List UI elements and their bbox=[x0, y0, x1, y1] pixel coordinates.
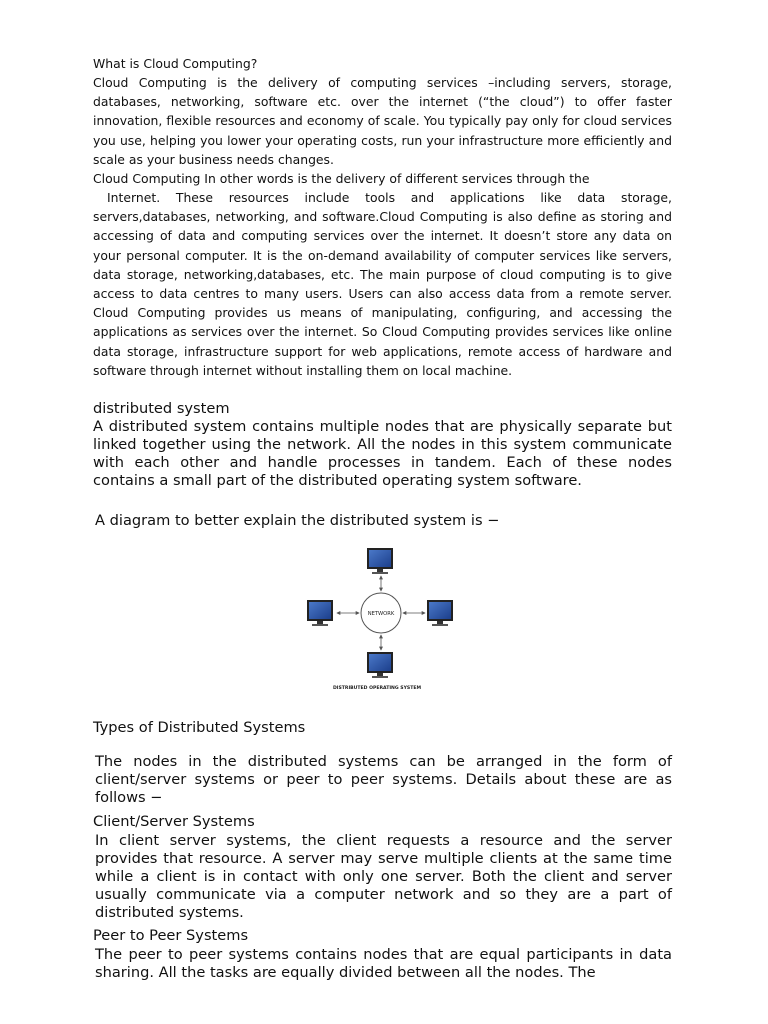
cloud-paragraph-2 bbox=[93, 188, 672, 380]
cloud-heading: What is Cloud Computing? bbox=[93, 56, 258, 71]
types-paragraph: The nodes in the distributed systems can be arranged in the form of client/server systems or peer to peer systems. Details about these are as follows − bbox=[95, 753, 672, 806]
cloud-paragraph-1: Cloud Computing is the delivery of computing services –including servers, storage, databases, networking, software etc. over the internet (“the cloud”) to offer faster innovation, flexible resources and economy of scale. You typically pay only for cloud services you use, helping you lower your operating costs, run your infrastructure more efficiently and scale as your business needs changes. bbox=[93, 75, 672, 167]
cloud-paragraph-2-body: Internet. These resources include tools and applications like data storage, servers,databases, networking, and software.Cloud Computing is also define as storing and accessing of data and computing services over the internet. It doesn’t store any data on your personal computer. It is the on-demand availability of computer services like servers, data storage, networking,databases, etc. The main purpose of cloud computing is to give access to data centres to many users. Users can also access data from a remote server. Cloud Computing provides us means of manipulating, configuring, and accessing the applications as services over the internet. So Cloud Computing provides services like online data storage, infrastructure support for web applications, remote access of hardware and software through internet without installing them on local machine. bbox=[93, 190, 672, 378]
types-heading: Types of Distributed Systems bbox=[93, 719, 306, 736]
distributed-system-diagram bbox=[255, 540, 513, 695]
peer-to-peer-paragraph: The peer to peer systems contains nodes that are equal participants in data sharing. All the tasks are equally divided between all the nodes. The bbox=[95, 946, 672, 981]
computer-right-icon bbox=[427, 600, 453, 626]
diagram-caption: DISTRIBUTED OPERATING SYSTEM bbox=[332, 686, 422, 691]
client-server-heading: Client/Server Systems bbox=[93, 813, 255, 830]
distributed-paragraph: A distributed system contains multiple nodes that are physically separate but linked together using the network. All the nodes in this system communicate with each other and handle processes in tandem. Each of these nodes contains a small part of the distributed operating system software. bbox=[93, 418, 672, 489]
computer-left-icon bbox=[307, 600, 333, 626]
diagram-intro: A diagram to better explain the distributed system is − bbox=[95, 512, 500, 529]
peer-to-peer-heading: Peer to Peer Systems bbox=[93, 927, 249, 944]
computer-bottom-icon bbox=[367, 652, 393, 678]
client-server-paragraph: In client server systems, the client requests a resource and the server provides that resource. A server may serve multiple clients at the same time while a client is in contact with only one server. Both the client and server usually communicate via a computer network and so they are a part of distributed systems. bbox=[95, 832, 672, 921]
computer-top-icon bbox=[367, 548, 393, 574]
distributed-heading: distributed system bbox=[93, 400, 230, 417]
cloud-paragraph-2-line1: Cloud Computing In other words is the delivery of different services through the bbox=[93, 171, 590, 186]
network-label: NETWORK bbox=[367, 611, 395, 617]
